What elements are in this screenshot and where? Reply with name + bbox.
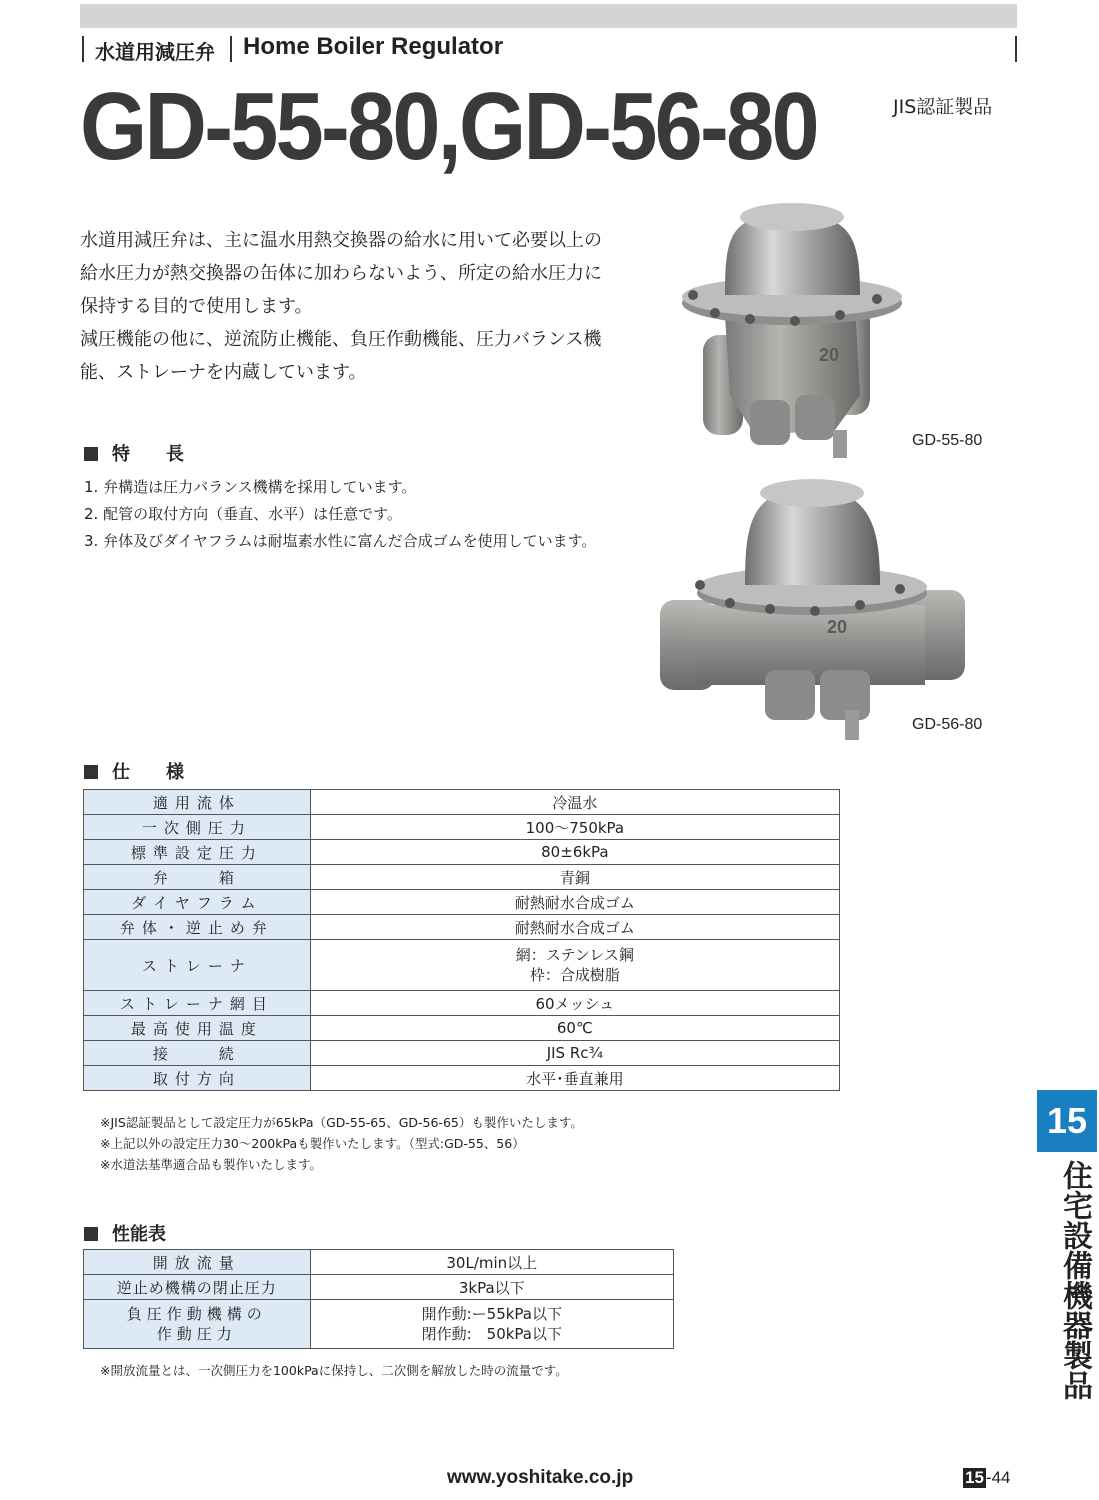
feature-item: 3. 弁体及びダイヤフラムは耐塩素水性に富んだ合成ゴムを使用しています。 bbox=[84, 532, 597, 550]
chapter-tab: 15 bbox=[1037, 1090, 1097, 1152]
spec-label: 標準設定圧力 bbox=[84, 840, 311, 865]
feature-item: 1. 弁構造は圧力バランス機構を採用しています。 bbox=[84, 478, 417, 496]
table-row bbox=[84, 940, 840, 991]
spec-label: 取付方向 bbox=[84, 1066, 311, 1091]
spec-value: JIS Rc¾ bbox=[310, 1041, 839, 1066]
note-line: ※上記以外の設定圧力30〜200kPaも製作いたします。（型式:GD-55、56） bbox=[100, 1136, 525, 1151]
intro-line: 水道用減圧弁は、主に温水用熱交換器の給水に用いて必要以上の bbox=[80, 230, 602, 251]
spec-label: 適用流体 bbox=[84, 790, 311, 815]
spec-value: 60℃ bbox=[310, 1016, 839, 1041]
intro-line: 保持する目的で使用します。 bbox=[80, 296, 313, 317]
specs-notes bbox=[100, 1112, 583, 1175]
page-number bbox=[963, 1468, 1011, 1488]
spec-label: ストレーナ bbox=[84, 940, 311, 991]
product-photo-gd-55-80 bbox=[655, 195, 905, 470]
specs-table bbox=[83, 789, 840, 1091]
perf-value: 30L/min以上 bbox=[310, 1250, 673, 1275]
table-row bbox=[84, 1275, 674, 1300]
spec-value bbox=[310, 940, 839, 991]
header-divider bbox=[82, 36, 84, 62]
square-bullet-icon bbox=[84, 1227, 98, 1241]
spec-value: 水平･垂直兼用 bbox=[310, 1066, 839, 1091]
spec-value: 耐熱耐水合成ゴム bbox=[310, 890, 839, 915]
spec-value: 80±6kPa bbox=[310, 840, 839, 865]
performance-table bbox=[83, 1249, 674, 1349]
performance-note: ※開放流量とは、一次側圧力を100kPaに保持し、二次側を解放した時の流量です。 bbox=[100, 1363, 568, 1378]
category-en: Home Boiler Regulator bbox=[243, 33, 504, 60]
spec-value: 耐熱耐水合成ゴム bbox=[310, 915, 839, 940]
spec-value-line: 枠：合成樹脂 bbox=[529, 966, 620, 984]
perf-value bbox=[310, 1300, 673, 1349]
feature-item: 2. 配管の取付方向（垂直、水平）は任意です。 bbox=[84, 505, 402, 523]
spec-label: 弁 箱 bbox=[84, 865, 311, 890]
table-row bbox=[84, 865, 840, 890]
spec-label: ストレーナ網目 bbox=[84, 991, 311, 1016]
perf-label-line: 作動圧力 bbox=[156, 1325, 237, 1343]
top-gray-bar bbox=[80, 4, 1017, 28]
chapter-box: 15 bbox=[965, 1468, 984, 1487]
table-row bbox=[84, 1066, 840, 1091]
spec-label: ダイヤフラム bbox=[84, 890, 311, 915]
performance-heading bbox=[84, 1220, 166, 1246]
table-row bbox=[84, 815, 840, 840]
intro-text bbox=[80, 224, 620, 389]
header-divider bbox=[1015, 36, 1017, 62]
table-row bbox=[84, 915, 840, 940]
perf-label: 開放流量 bbox=[84, 1250, 311, 1275]
photo-caption: GD-56-80 bbox=[912, 716, 983, 733]
perf-label-line: 負圧作動機構の bbox=[126, 1305, 267, 1323]
table-row bbox=[84, 1041, 840, 1066]
features-heading-text: 特 長 bbox=[112, 444, 184, 465]
spec-value: 60メッシュ bbox=[310, 991, 839, 1016]
intro-line: 能、ストレーナを内蔵しています。 bbox=[80, 362, 367, 383]
square-bullet-icon bbox=[84, 765, 98, 779]
product-photo-gd-56-80 bbox=[655, 475, 975, 750]
photo-caption: GD-55-80 bbox=[912, 432, 983, 449]
size-marking: 20 bbox=[827, 617, 848, 637]
perf-value-line: 開作動:ー55kPa以下 bbox=[421, 1305, 562, 1323]
intro-line: 減圧機能の他に、逆流防止機能、負圧作動機能、圧力バランス機 bbox=[80, 329, 602, 350]
perf-value: 3kPa以下 bbox=[310, 1275, 673, 1300]
table-row bbox=[84, 1300, 674, 1349]
features-heading bbox=[84, 440, 184, 466]
table-row bbox=[84, 1016, 840, 1041]
intro-line: 給水圧力が熱交換器の缶体に加わらないよう、所定の給水圧力に bbox=[80, 263, 602, 284]
specs-heading-text: 仕 様 bbox=[112, 762, 184, 783]
spec-value: 青銅 bbox=[310, 865, 839, 890]
spec-value-line: 網：ステンレス鋼 bbox=[515, 946, 634, 964]
specs-heading bbox=[84, 758, 184, 784]
spec-value: 冷温水 bbox=[310, 790, 839, 815]
spec-label: 一次側圧力 bbox=[84, 815, 311, 840]
spec-label: 弁体・逆止め弁 bbox=[84, 915, 311, 940]
table-row bbox=[84, 890, 840, 915]
perf-value-line: 閉作動: 50kPa以下 bbox=[421, 1325, 562, 1343]
table-row bbox=[84, 840, 840, 865]
performance-heading-text: 性能表 bbox=[112, 1224, 166, 1245]
perf-label bbox=[84, 1300, 311, 1349]
jis-certification: JIS認証製品 bbox=[893, 96, 993, 118]
header-divider bbox=[230, 36, 232, 62]
perf-label: 逆止め機構の閉止圧力 bbox=[84, 1275, 311, 1300]
square-bullet-icon bbox=[84, 447, 98, 461]
features-list bbox=[84, 474, 596, 555]
chapter-title: 住宅設備機器製品 bbox=[1057, 1160, 1092, 1400]
table-row bbox=[84, 1250, 674, 1275]
table-row bbox=[84, 991, 840, 1016]
spec-label: 接 続 bbox=[84, 1041, 311, 1066]
spec-label: 最高使用温度 bbox=[84, 1016, 311, 1041]
size-marking: 20 bbox=[819, 345, 840, 365]
website-url: www.yoshitake.co.jp bbox=[447, 1467, 634, 1488]
table-row bbox=[84, 790, 840, 815]
product-title: GD-55-80,GD-56-80 bbox=[80, 73, 817, 180]
spec-value: 100〜750kPa bbox=[310, 815, 839, 840]
note-line: ※JIS認証製品として設定圧力が65kPa（GD-55-65、GD-56-65）も製作いたします。 bbox=[100, 1115, 583, 1130]
page-suffix: -44 bbox=[985, 1468, 1011, 1487]
category-jp: 水道用減圧弁 bbox=[95, 40, 215, 64]
note-line: ※水道法基準適合品も製作いたします。 bbox=[100, 1157, 322, 1172]
